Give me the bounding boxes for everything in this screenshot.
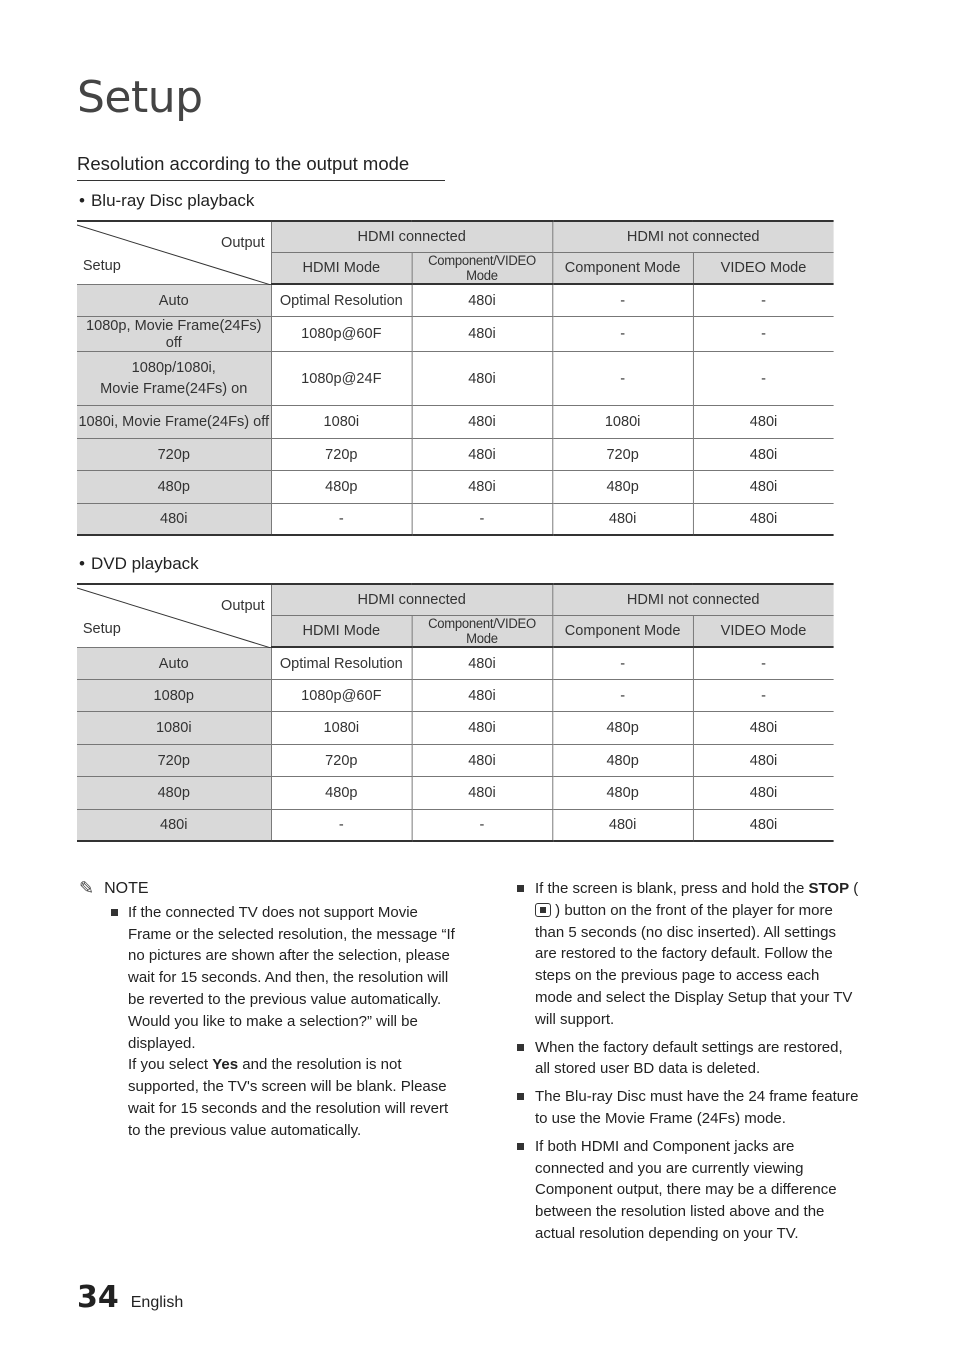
note-heading: NOTE (104, 880, 149, 897)
square-bullet-icon (111, 909, 118, 916)
component-video-mode-header: Component/VIDEO Mode (412, 252, 553, 284)
setup-cell: 720p (77, 744, 271, 776)
bluray-heading: • Blu-ray Disc playback (79, 191, 255, 210)
square-bullet-icon (517, 1143, 524, 1150)
setup-cell: Auto (77, 647, 271, 679)
bullet-dot: • (79, 191, 85, 210)
table-row (77, 438, 834, 470)
hdmi-not-connected-header: HDMI not connected (552, 584, 833, 615)
section-subtitle: Resolution according to the output mode (77, 153, 445, 181)
setup-label: Setup (82, 256, 121, 274)
list-item: When the factory default settings are restored, all stored user BD data is deleted. (515, 1037, 860, 1081)
table-row (77, 679, 834, 711)
setup-output-header-cell (77, 221, 271, 284)
setup-output-header-cell (77, 584, 271, 647)
table-cell: 480i (412, 316, 553, 351)
table-cell: - (552, 679, 693, 711)
table-cell: - (693, 284, 834, 316)
table-cell: 1080i (271, 711, 412, 744)
table-row (77, 405, 834, 438)
hdmi-connected-header: HDMI connected (271, 584, 552, 615)
table-cell: - (412, 809, 553, 841)
setup-cell: 1080p, Movie Frame(24Fs) off (77, 316, 271, 351)
component-mode-header: Component Mode (552, 252, 693, 284)
table-row (77, 316, 834, 351)
table-row (77, 711, 834, 744)
table-cell: 480i (412, 744, 553, 776)
table-row (77, 351, 834, 405)
table-row (77, 284, 834, 316)
table-cell: - (552, 284, 693, 316)
table-cell: 720p (552, 438, 693, 470)
table-cell: - (693, 679, 834, 711)
table-cell: - (271, 503, 412, 535)
diagonal-divider (77, 585, 271, 648)
setup-cell: Auto (77, 284, 271, 316)
video-mode-header: VIDEO Mode (693, 252, 834, 284)
page-title: Setup (77, 72, 203, 123)
table-cell: 480i (552, 809, 693, 841)
note-list (79, 902, 459, 1142)
page-footer (77, 1280, 183, 1315)
table-cell: 480i (693, 503, 834, 535)
table-cell: 480i (693, 438, 834, 470)
yes-option-label: Yes (212, 1056, 239, 1074)
bluray-resolution-table (77, 220, 834, 536)
table-cell: - (552, 647, 693, 679)
bullet-dot: • (79, 554, 85, 573)
setup-cell: 480p (77, 776, 271, 809)
right-notes-section (515, 878, 860, 1251)
table-cell: 1080p@60F (271, 679, 412, 711)
stop-icon (535, 903, 551, 917)
hdmi-connected-header: HDMI connected (271, 221, 552, 252)
table-cell: 1080p@24F (271, 351, 412, 405)
setup-cell: 1080i (77, 711, 271, 744)
setup-cell: 480p (77, 470, 271, 503)
table-cell: 480i (412, 438, 553, 470)
hdmi-not-connected-header: HDMI not connected (552, 221, 833, 252)
table-cell: - (693, 647, 834, 679)
table-row (77, 503, 834, 535)
square-bullet-icon (517, 1044, 524, 1051)
setup-cell: 1080p/1080i, Movie Frame(24Fs) on (77, 351, 271, 405)
table-cell: 480i (412, 647, 553, 679)
table-cell: 480p (552, 776, 693, 809)
table-cell: - (693, 351, 834, 405)
page-number: 34 (77, 1280, 119, 1315)
table-cell: 480i (412, 351, 553, 405)
table-row (77, 776, 834, 809)
table-cell: - (693, 316, 834, 351)
setup-cell: 1080i, Movie Frame(24Fs) off (77, 405, 271, 438)
hdmi-mode-header: HDMI Mode (271, 252, 412, 284)
table-cell: 480p (552, 711, 693, 744)
table-cell: 480i (693, 809, 834, 841)
table-cell: 480p (271, 776, 412, 809)
square-bullet-icon (517, 1093, 524, 1100)
table-row (77, 470, 834, 503)
table-cell: 480i (693, 405, 834, 438)
table-cell: 480i (693, 711, 834, 744)
table-cell: 480i (412, 470, 553, 503)
stop-button-label: STOP (808, 880, 850, 897)
table-cell: 1080i (271, 405, 412, 438)
pencil-note-icon: ✎ (79, 878, 95, 898)
table-cell: 720p (271, 744, 412, 776)
hdmi-mode-header: HDMI Mode (271, 615, 412, 647)
table-row (77, 647, 834, 679)
dvd-heading: • DVD playback (79, 554, 199, 573)
table-cell: - (552, 316, 693, 351)
table-row (77, 744, 834, 776)
table-cell: 1080p@60F (271, 316, 412, 351)
output-label: Output (221, 597, 265, 614)
table-cell: 480i (412, 284, 553, 316)
table-cell: 1080i (552, 405, 693, 438)
table-cell: Optimal Resolution (271, 284, 412, 316)
diagonal-divider (77, 222, 271, 285)
table-cell: 480i (412, 405, 553, 438)
table-cell: 480i (693, 470, 834, 503)
table-cell: 480p (271, 470, 412, 503)
table-cell: - (552, 351, 693, 405)
list-item: If the connected TV does not support Movie Frame or the selected resolution, the message “If no pictures are shown after the selection, please wait for 15 seconds. And then, the resolution will be reverted to the previous value automatically. Would you like to make a selection?” will be displayed. If you select Yes and the resolution is not supported, the TV's screen will be blank. Please wait for 15 seconds and the resolution will revert to the previous value automatically. (79, 902, 459, 1142)
table-cell: 480i (552, 503, 693, 535)
list-item: If both HDMI and Component jacks are connected and you are currently viewing Component output, there may be a difference between the resolution listed above and the actual resolution depending on your TV. (515, 1136, 860, 1245)
table-cell: 480i (412, 679, 553, 711)
list-item: The Blu-ray Disc must have the 24 frame feature to use the Movie Frame (24Fs) mode. (515, 1086, 860, 1130)
table-cell: - (271, 809, 412, 841)
table-cell: 480i (693, 744, 834, 776)
table-cell: 480i (693, 776, 834, 809)
table-cell: 720p (271, 438, 412, 470)
table-cell: 480i (412, 776, 553, 809)
dvd-resolution-table (77, 583, 834, 842)
output-label: Output (221, 234, 265, 251)
table-cell: - (412, 503, 553, 535)
component-mode-header: Component Mode (552, 615, 693, 647)
list-item: If the screen is blank, press and hold the STOP ( ) button on the front of the player for more than 5 seconds (no disc inserted). All settings are restored to the factory default. Follow the steps on the previous page to access each mode and select the Display Setup that your TV will support. (515, 878, 860, 1031)
table-cell: 480p (552, 744, 693, 776)
right-note-list (515, 878, 860, 1245)
component-video-mode-header: Component/VIDEO Mode (412, 615, 553, 647)
setup-cell: 1080p (77, 679, 271, 711)
setup-cell: 480i (77, 503, 271, 535)
language-label: English (130, 1294, 184, 1311)
table-row (77, 809, 834, 841)
table-cell: Optimal Resolution (271, 647, 412, 679)
setup-cell: 720p (77, 438, 271, 470)
note-header (79, 878, 459, 900)
setup-label: Setup (82, 619, 121, 637)
table-cell: 480p (552, 470, 693, 503)
table-cell: 480i (412, 711, 553, 744)
setup-cell: 480i (77, 809, 271, 841)
video-mode-header: VIDEO Mode (693, 615, 834, 647)
square-bullet-icon (517, 885, 524, 892)
note-section (79, 878, 459, 1148)
